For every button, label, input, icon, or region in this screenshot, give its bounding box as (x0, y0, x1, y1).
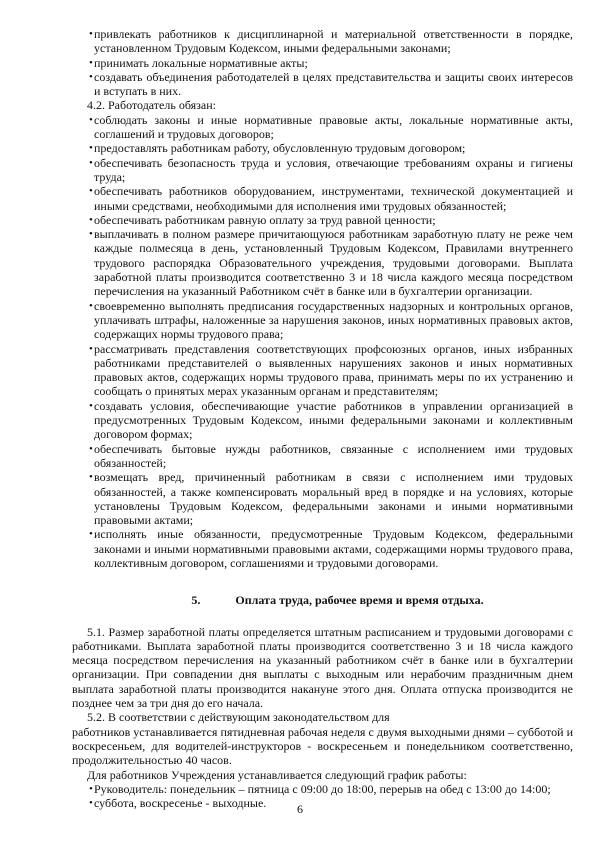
bullet-item: • привлекать работников к дисциплинарной и материальной ответственности в порядке, установленном Трудовым Кодексом, иными федеральными законами; (72, 27, 573, 56)
schedule-bullet: • Руководитель: понедельник – пятница с 09:00 до 18:00, перерыв на обед с 13:00 до 14:00; (72, 782, 573, 796)
section-title: Оплата труда, рабочее время и время отдыха. (235, 593, 484, 608)
bullet-item: • принимать локальные нормативные акты; (72, 56, 573, 70)
bullet-item: • обеспечивать безопасность труда и условия, отвечающие требованиям охраны и гигиены труда; (72, 156, 573, 185)
bullet-item: • выплачивать в полном размере причитающуюся работникам заработную плату не реже чем каждые полмесяца в день, установленный Трудовым Кодексом, Правилами внутреннего трудового распорядка Образовательного учреждения, трудовыми договорами. Выплата заработной платы производится соответственно 3 и 18 числа каждого месяца посредством перечисления на указанный Работником счёт в банке или в бухгалтерии организации. (72, 227, 573, 298)
page-number: 6 (297, 802, 303, 816)
paragraph-5-1: 5.1. Размер заработной платы определяется штатным расписанием и трудовыми договорами с работниками. Выплата заработной платы производится соответственно 3 и 18 числа каждого месяца посредством перечисления на указанный работником счёт в банке или в бухгалтерии организации. При совпадении дня выплаты с выходным или нерабочим праздничным днем выплата заработной платы производится накануне этого дня. Оплата отпуска производится не позднее чем за три дня до его начала. (72, 624, 573, 711)
paragraph-5-2-lead: 5.2. В соответствии с действующим законодательством для (87, 710, 390, 725)
document-body (72, 27, 573, 810)
paragraph-5-2: работников устанавливается пятидневная рабочая неделя с двумя выходными днями – субботой и воскресеньем, для водителей-инструкторов - воскресеньем и понедельником соответственно, продолжительностью 40 часов. (72, 724, 573, 768)
bullet-item: • своевременно выполнять предписания государственных надзорных и контрольных органов, уплачивать штрафы, наложенные за нарушения законов, иных нормативных правовых актов, содержащих нормы трудового права; (72, 299, 573, 342)
bullet-item: • создавать объединения работодателей в целях представительства и защиты своих интересов и вступать в них. (72, 70, 573, 99)
bullet-item: • рассматривать представления соответствующих профсоюзных органов, иных избранных работниками представителей о выявленных нарушениях законов и иных нормативных правовых актов, содержащих нормы трудового права, принимать меры по их устранению и сообщать о принятых мерах указанным органам и представителям; (72, 342, 573, 399)
paragraph-schedule-intro: Для работников Учреждения устанавливается следующий график работы: (87, 767, 467, 782)
bullet-item: • соблюдать законы и иные нормативные правовые акты, локальные нормативные акты, соглашений и трудовых договоров; (72, 113, 573, 142)
bullet-item: • обеспечивать работникам равную оплату за труд равной ценности; (72, 213, 573, 227)
bullet-item: • возмещать вред, причиненный работникам в связи с исполнением ими трудовых обязанностей, а также компенсировать моральный вред в порядке и на условиях, которые установлены Трудовым Кодексом, федеральными законами и иными нормативными правовыми актами; (72, 470, 573, 527)
bullet-item: • обеспечивать работников оборудованием, инструментами, технической документацией и иными средствами, необходимыми для исполнения ими трудовых обязанностей; (72, 184, 573, 213)
bullet-item: • создавать условия, обеспечивающие участие работников в управлении организацией в предусмотренных Трудовым Кодексом, иными федеральными законами и коллективным договором формах; (72, 399, 573, 442)
bullet-item: • обеспечивать бытовые нужды работников, связанные с исполнением ими трудовых обязанностей; (72, 442, 573, 471)
schedule-bullet: • суббота, воскресенье - выходные. (72, 796, 573, 810)
section-number: 5. (191, 593, 201, 608)
bullet-item: • предоставлять работникам работу, обусловленную трудовым договором; (72, 141, 573, 155)
section-heading (72, 593, 573, 607)
subsection-heading: 4.2. Работодатель обязан: (87, 98, 216, 113)
bullet-item: • исполнять иные обязанности, предусмотренные Трудовым Кодексом, федеральными законами и иными нормативными правовыми актами, содержащими нормы трудового права, коллективным договором, соглашениями и трудовыми договорами. (72, 527, 573, 570)
